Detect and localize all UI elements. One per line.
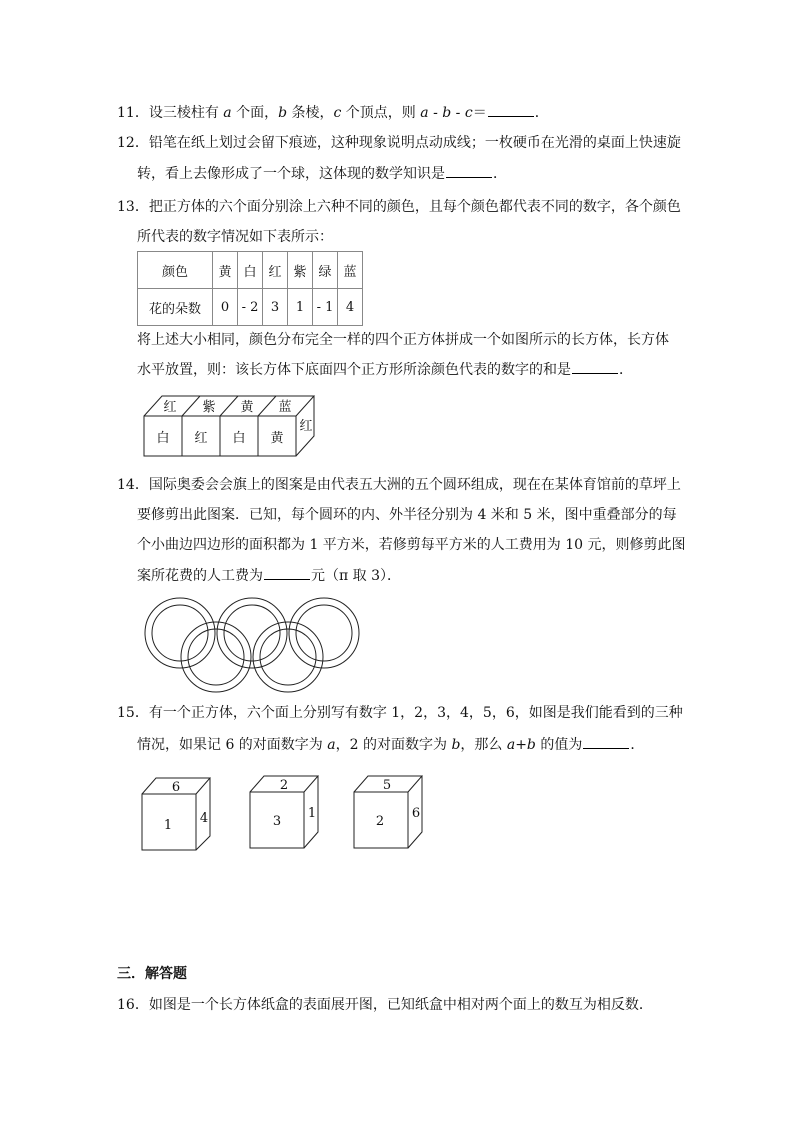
question-14-line-1 [117, 475, 681, 495]
cube-front-number: 1 [163, 818, 173, 833]
question-text: 个顶点，则 [341, 105, 421, 121]
question-text: ． [493, 166, 507, 182]
question-text: 铅笔在纸上划过会留下痕迹，这种现象说明点动成线；一枚硬币在光滑的桌面上快速旋 [148, 135, 681, 151]
section-title: 三．解答题 [117, 966, 187, 982]
top-color-label: 黄 [240, 400, 254, 415]
question-16 [117, 995, 653, 1015]
question-12-line-2 [137, 163, 507, 184]
ring [217, 598, 287, 668]
question-13-line-1 [117, 197, 681, 217]
cube-divider [220, 396, 238, 416]
question-text: 将上述大小相同，颜色分布完全一样的四个正方体拼成一个如图所示的长方体，长方体 [137, 332, 669, 348]
table-cell-color: 黄 [213, 252, 238, 289]
question-text: 元（π 取 3）． [311, 568, 402, 584]
table-cell-value: 1 [288, 289, 313, 326]
table-cell-value: 3 [263, 289, 288, 326]
expression: a - b - c [420, 105, 473, 121]
cube-top-number: 6 [171, 780, 181, 795]
question-12-line-1 [117, 133, 681, 153]
variable-a: a [327, 737, 336, 753]
front-color-label: 白 [156, 431, 170, 446]
table-cell-color: 蓝 [338, 252, 363, 289]
question-text: ． [534, 105, 549, 121]
question-text: 水平放置，则：该长方体下底面四个正方形所涂颜色代表的数字的和是 [137, 362, 571, 378]
question-text: ，那么 [460, 737, 507, 753]
question-15-line-2 [137, 734, 644, 755]
cube-front-number: 2 [375, 814, 385, 829]
question-number: 14． [117, 477, 149, 493]
question-text: 要修剪出此图案．已知，每个圆环的内、外半径分别为 4 米和 5 米，图中重叠部分的每 [137, 507, 677, 523]
question-text: 个小曲边四边形的面积都为 1 平方米，若修剪每平方米的人工费用为 10 元，则修剪此图 [137, 537, 686, 553]
cube-side-number: 6 [411, 806, 421, 821]
top-color-label: 蓝 [278, 400, 292, 415]
answer-blank[interactable] [264, 565, 310, 580]
table-header-cell: 颜色 [138, 252, 213, 289]
variable-b: b [278, 105, 288, 121]
olympic-rings-figure [138, 595, 368, 695]
table-cell-color: 红 [263, 252, 288, 289]
top-color-label: 紫 [202, 400, 216, 415]
cube-side-number: 1 [307, 806, 317, 821]
question-text: ，2 的对面数字为 [335, 737, 452, 753]
question-14-line-2 [137, 505, 677, 525]
cube-top-number: 2 [279, 778, 289, 793]
table-header-cell: 花的朵数 [138, 289, 213, 326]
question-14-line-3 [137, 535, 686, 555]
question-text: 设三棱柱有 [148, 105, 224, 121]
question-text: ． [630, 737, 645, 753]
question-text: 转，看上去像形成了一个球，这体现的数学知识是 [137, 166, 445, 182]
question-13-line-4 [137, 359, 633, 380]
question-11 [117, 102, 549, 123]
cube-divider [182, 396, 200, 416]
question-text: ＝ [472, 105, 487, 121]
question-14-line-4 [137, 565, 401, 586]
cube-divider [258, 396, 276, 416]
question-15-line-1 [117, 703, 683, 723]
question-number: 15． [117, 705, 149, 721]
cube-front-number: 3 [272, 814, 282, 829]
question-text: 国际奥委会会旗上的图案是由代表五大洲的五个圆环组成，现在在某体育馆前的草坪上 [148, 477, 681, 493]
cube-top-number: 5 [382, 778, 392, 793]
table-row [138, 252, 363, 289]
question-text: ． [619, 362, 633, 378]
question-number: 13． [117, 199, 149, 215]
question-text: 条棱， [287, 105, 334, 121]
color-number-table [137, 251, 363, 326]
table-cell-value: - 2 [238, 289, 263, 326]
table-row [138, 289, 363, 326]
cuboid-figure [138, 390, 323, 460]
question-text: 如图是一个长方体纸盒的表面展开图，已知纸盒中相对两个面上的数互为相反数． [148, 997, 653, 1013]
front-color-label: 黄 [270, 431, 284, 446]
cube-side-number: 4 [199, 811, 209, 826]
answer-blank[interactable] [446, 163, 492, 178]
question-text: 个面， [231, 105, 279, 121]
front-color-label: 红 [194, 431, 208, 446]
question-13-line-2 [137, 227, 333, 247]
table-cell-value: 0 [213, 289, 238, 326]
answer-blank[interactable] [583, 734, 629, 749]
answer-blank[interactable] [488, 102, 534, 117]
ring [253, 622, 323, 692]
question-number: 16． [117, 997, 149, 1013]
dice-cubes-figure [138, 770, 438, 860]
table-cell-color: 紫 [288, 252, 313, 289]
question-number: 11． [117, 105, 149, 121]
question-text: 情况，如果记 6 的对面数字为 [137, 737, 328, 753]
ring [181, 622, 251, 692]
question-13-line-3 [137, 330, 669, 350]
ring [289, 598, 359, 668]
question-number: 12． [117, 135, 149, 151]
table-cell-color: 绿 [313, 252, 338, 289]
variable-b: b [451, 737, 461, 753]
expression: a+b [506, 737, 536, 753]
variable-c: c [333, 105, 342, 121]
side-color-label: 红 [299, 419, 313, 434]
ring [145, 598, 215, 668]
answer-blank[interactable] [572, 359, 618, 374]
question-text: 所代表的数字情况如下表所示： [137, 229, 333, 245]
table-cell-value: - 1 [313, 289, 338, 326]
question-text: 把正方体的六个面分别涂上六种不同的颜色，且每个颜色都代表不同的数字，各个颜色 [148, 199, 681, 215]
variable-a: a [223, 105, 232, 121]
table-cell-value: 4 [338, 289, 363, 326]
top-color-label: 红 [163, 400, 177, 415]
question-text: 有一个正方体，六个面上分别写有数字 1，2，3，4，5，6，如图是我们能看到的三种 [148, 705, 683, 721]
question-text: 的值为 [535, 737, 583, 753]
question-text: 案所花费的人工费为 [137, 568, 263, 584]
front-color-label: 白 [232, 431, 246, 446]
table-cell-color: 白 [238, 252, 263, 289]
